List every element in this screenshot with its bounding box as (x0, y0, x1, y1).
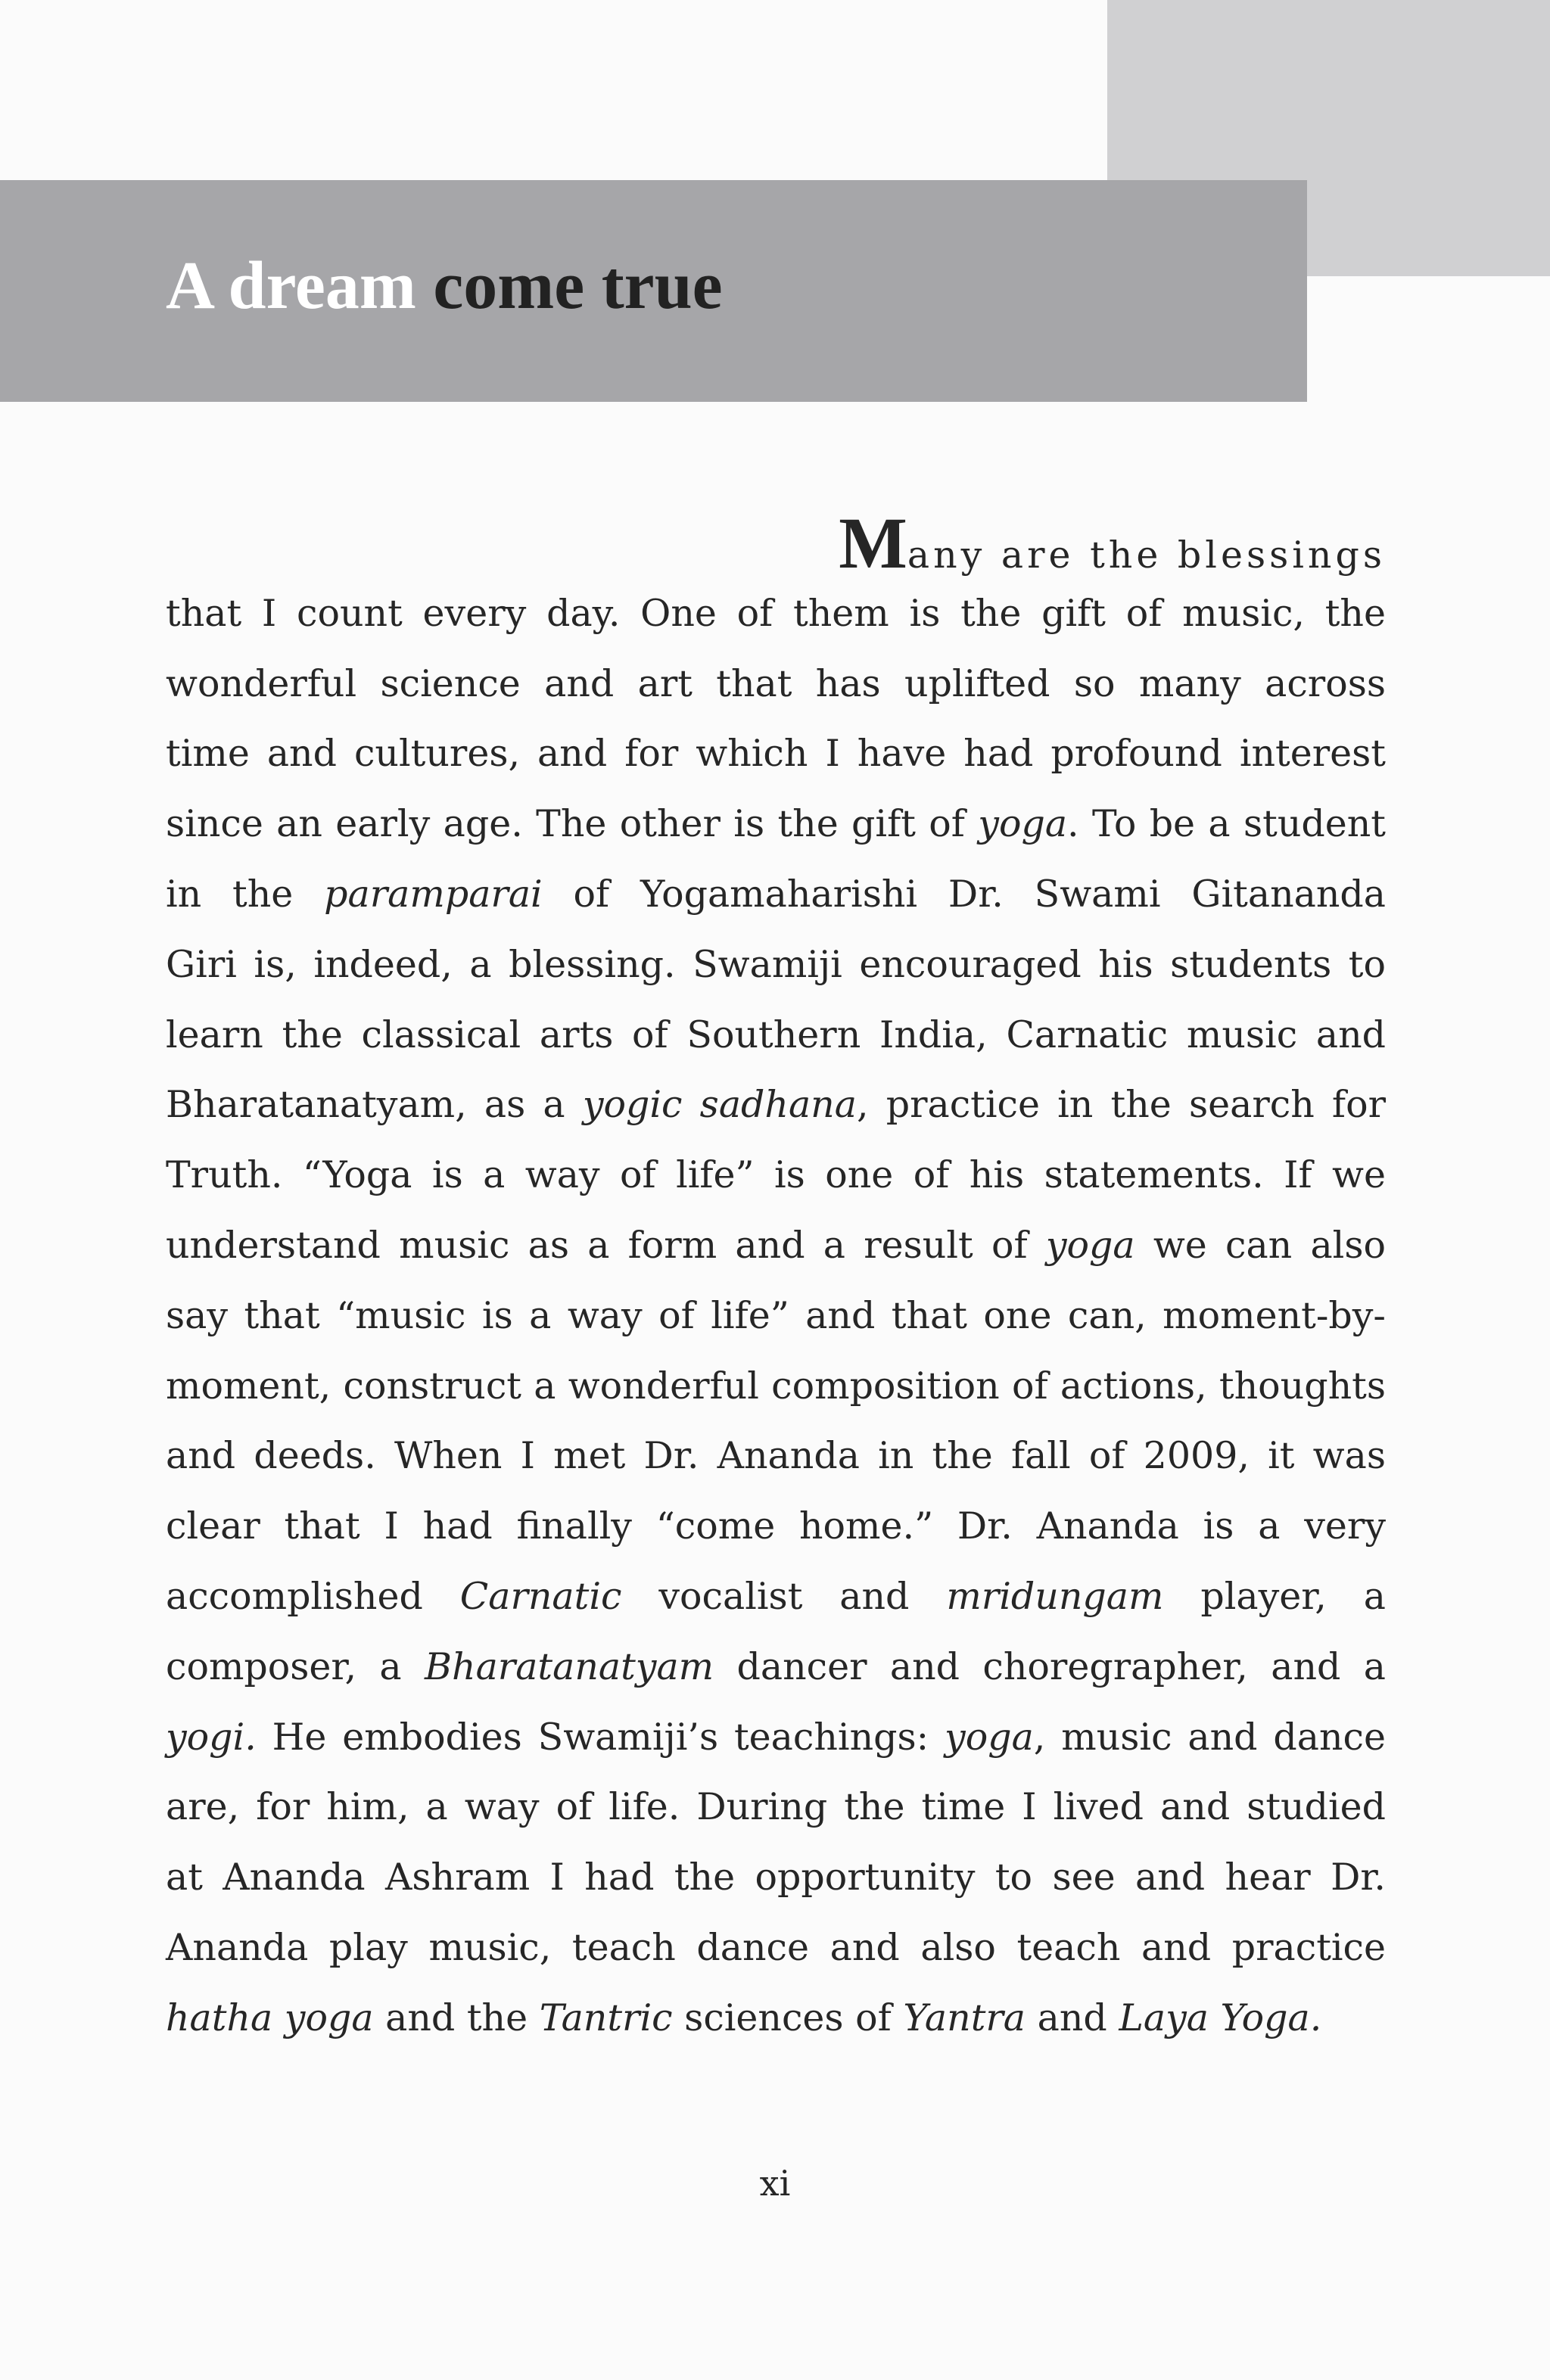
drop-cap: M (839, 502, 907, 583)
text-line: clear that I had finally “come home.” Dr. Ananda is a very (166, 1504, 1386, 1548)
text-line: Giri is, indeed, a blessing. Swamiji encouraged his students to (166, 942, 1386, 986)
italic-term: yogic sadhana (582, 1083, 857, 1127)
first-line-text: any are the blessings (907, 534, 1386, 577)
chapter-title-light: A dream (166, 248, 416, 323)
text-line: accomplished Carnatic vocalist and mridungam player, a (166, 1574, 1387, 1618)
text-line: understand music as a form and a result of yoga we can also (166, 1223, 1386, 1267)
italic-term: Carnatic (459, 1574, 622, 1618)
italic-term: Bharatanatyam (425, 1644, 714, 1688)
italic-term: Laya Yoga. (1119, 1996, 1322, 2039)
italic-term: yoga (945, 1715, 1034, 1759)
italic-term: hatha yoga (166, 1996, 374, 2039)
text-line: learn the classical arts of Southern India, Carnatic music and (166, 1013, 1386, 1056)
text-line: in the paramparai of Yogamaharishi Dr. Swami Gitananda (166, 872, 1386, 916)
body-text (166, 502, 1387, 2054)
italic-term: Tantric (539, 1996, 673, 2039)
first-line (166, 502, 1386, 583)
text-line: wonderful science and art that has uplifted so many across (166, 661, 1386, 705)
text-line: Bharatanatyam, as a yogic sadhana, practice in the search for (166, 1083, 1386, 1127)
text-line: that I count every day. One of them is the gift of music, the (166, 591, 1386, 635)
text-line: hatha yoga and the Tantric sciences of Yantra and Laya Yoga. (166, 1996, 1322, 2039)
italic-term: mridungam (946, 1574, 1164, 1618)
text-line: composer, a Bharatanatyam dancer and choregrapher, and a (166, 1644, 1386, 1688)
paragraph-lines (166, 579, 1386, 2054)
text-line: Truth. “Yoga is a way of life” is one of his statements. If we (166, 1153, 1386, 1197)
text-line: yogi. He embodies Swamiji’s teachings: yoga, music and dance (166, 1715, 1387, 1759)
page-number: xi (759, 2163, 791, 2204)
text-line: Ananda play music, teach dance and also teach and practice (166, 1925, 1386, 1969)
text-line: time and cultures, and for which I have had profound interest (166, 732, 1386, 776)
text-line: and deeds. When I met Dr. Ananda in the fall of 2009, it was (166, 1434, 1386, 1478)
text-line: since an early age. The other is the gift of yoga. To be a student (166, 802, 1386, 846)
text-line: at Ananda Ashram I had the opportunity to see and hear Dr. (166, 1856, 1386, 1899)
italic-term: Yantra (903, 1996, 1026, 2039)
text-line: moment, construct a wonderful composition of actions, thoughts (166, 1364, 1386, 1408)
text-line: say that “music is a way of life” and that one can, moment-by- (166, 1293, 1386, 1337)
chapter-title (166, 241, 723, 331)
italic-term: yoga (1045, 1223, 1135, 1267)
text-line: are, for him, a way of life. During the time I lived and studied (166, 1785, 1386, 1829)
chapter-title-dark: come true (433, 248, 723, 323)
italic-term: yoga (978, 802, 1068, 846)
italic-term: paramparai (324, 872, 543, 916)
italic-term: yogi. (166, 1715, 257, 1759)
